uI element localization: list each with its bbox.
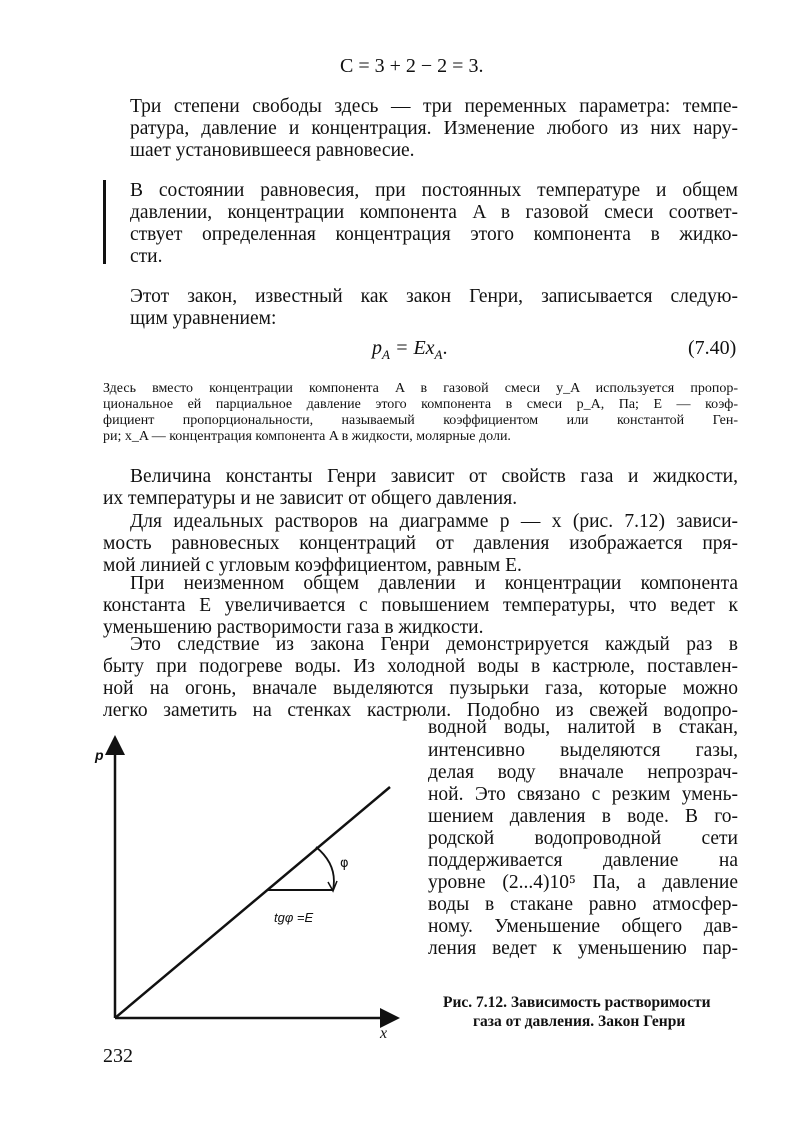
eq-mid: = Ex [389, 337, 435, 359]
note-line: фициент пропорциональности, называемый коэффициентом или константой Ген- [103, 413, 738, 428]
text-line: давлении, концентрации компонента A в газовой смеси соответ- [130, 202, 738, 223]
eq-end: . [442, 337, 448, 359]
text-line: водной воды, налитой в стакан, [428, 717, 738, 738]
angle-label: φ [340, 856, 349, 871]
text-line: ной на огонь, вначале выделяются пузырьки газа, которые можно [103, 678, 738, 699]
page-number: 232 [103, 1045, 133, 1067]
equation-top: C = 3 + 2 − 2 = 3. [340, 55, 484, 77]
text-line: делая воду вначале непрозрач- [428, 762, 738, 783]
text-line: ствует определенная концентрация этого компонента в жидко- [130, 224, 738, 245]
text-line: родской водопроводной сети [428, 828, 738, 849]
text-line: константа E увеличивается с повышением температуры, что ведет к [103, 595, 738, 616]
eq-lhs: p [372, 337, 382, 359]
x-axis-label: x [380, 1025, 388, 1042]
margin-bar [103, 180, 106, 264]
text-line: Это следствие из закона Генри демонстрируется каждый раз в [130, 634, 738, 655]
text-line: В состоянии равновесия, при постоянных температуре и общем [130, 180, 738, 201]
henry-law-diagram [90, 735, 410, 1045]
note-line: циональное ей парциальное давление этого компонента в смеси p_A, Па; E — коэф- [103, 397, 738, 412]
caption-line: Рис. 7.12. Зависимость растворимости [443, 994, 711, 1011]
text-line: Величина константы Генри зависит от свойств газа и жидкости, [130, 466, 738, 487]
eq-lhs-sub: A [382, 347, 390, 362]
caption-line: газа от давления. Закон Генри [473, 1013, 686, 1030]
equation-henry [372, 338, 448, 365]
text-line: Этот закон, известный как закон Генри, записывается следую- [130, 286, 738, 307]
text-line: шает установившееся равновесие. [130, 140, 415, 161]
text-line: поддерживается давление на [428, 850, 738, 871]
text-line: ратура, давление и концентрация. Изменение любого из них нару- [130, 118, 738, 139]
text-line: щим уравнением: [130, 308, 277, 329]
text-line: интенсивно выделяются газы, [428, 740, 738, 761]
y-axis-label: p [95, 747, 104, 763]
text-line: шением давления в воде. В го- [428, 806, 738, 827]
note-line: ри; x_A — концентрация компонента A в жидкости, молярные доли. [103, 429, 511, 444]
text-line: быту при подогреве воды. Из холодной воды в кастрюле, поставлен- [103, 656, 738, 677]
text-line: их температуры и не зависит от общего давления. [103, 488, 518, 509]
text-line: мой линией с угловым коэффициентом, равным E. [103, 555, 522, 576]
text-line: ному. Уменьшение общего дав- [428, 916, 738, 937]
eq-rhs-sub: A [434, 347, 443, 362]
text-line: При неизменном общем давлении и концентрации компонента [130, 573, 738, 594]
text-line: мость равновесных концентраций от давления изображается пря- [103, 533, 738, 554]
text-line: ления ведет к уменьшению пар- [428, 938, 738, 959]
text-line: легко заметить на стенках кастрюли. Подобно из свежей водопро- [103, 700, 738, 721]
text-line: ной. Это связано с резким умень- [428, 784, 738, 805]
text-line: уменьшению растворимости газа в жидкости. [103, 617, 484, 638]
angle-arc [316, 847, 334, 890]
text-line: сти. [130, 246, 163, 267]
text-line: уровне (2...4)10⁵ Па, а давление [428, 872, 738, 893]
slope-label: tgφ =E [274, 910, 314, 925]
text-line: воды в стакане равно атмосфер- [428, 894, 738, 915]
text-line: Три степени свободы здесь — три переменных параметра: темпе- [130, 96, 738, 117]
text-line: Для идеальных растворов на диаграмме p — x (рис. 7.12) зависи- [130, 511, 738, 532]
equation-number: (7.40) [688, 337, 737, 359]
equilibrium-line [115, 787, 390, 1018]
note-line: Здесь вместо концентрации компонента A в газовой смеси y_A используется пропор- [103, 381, 738, 396]
